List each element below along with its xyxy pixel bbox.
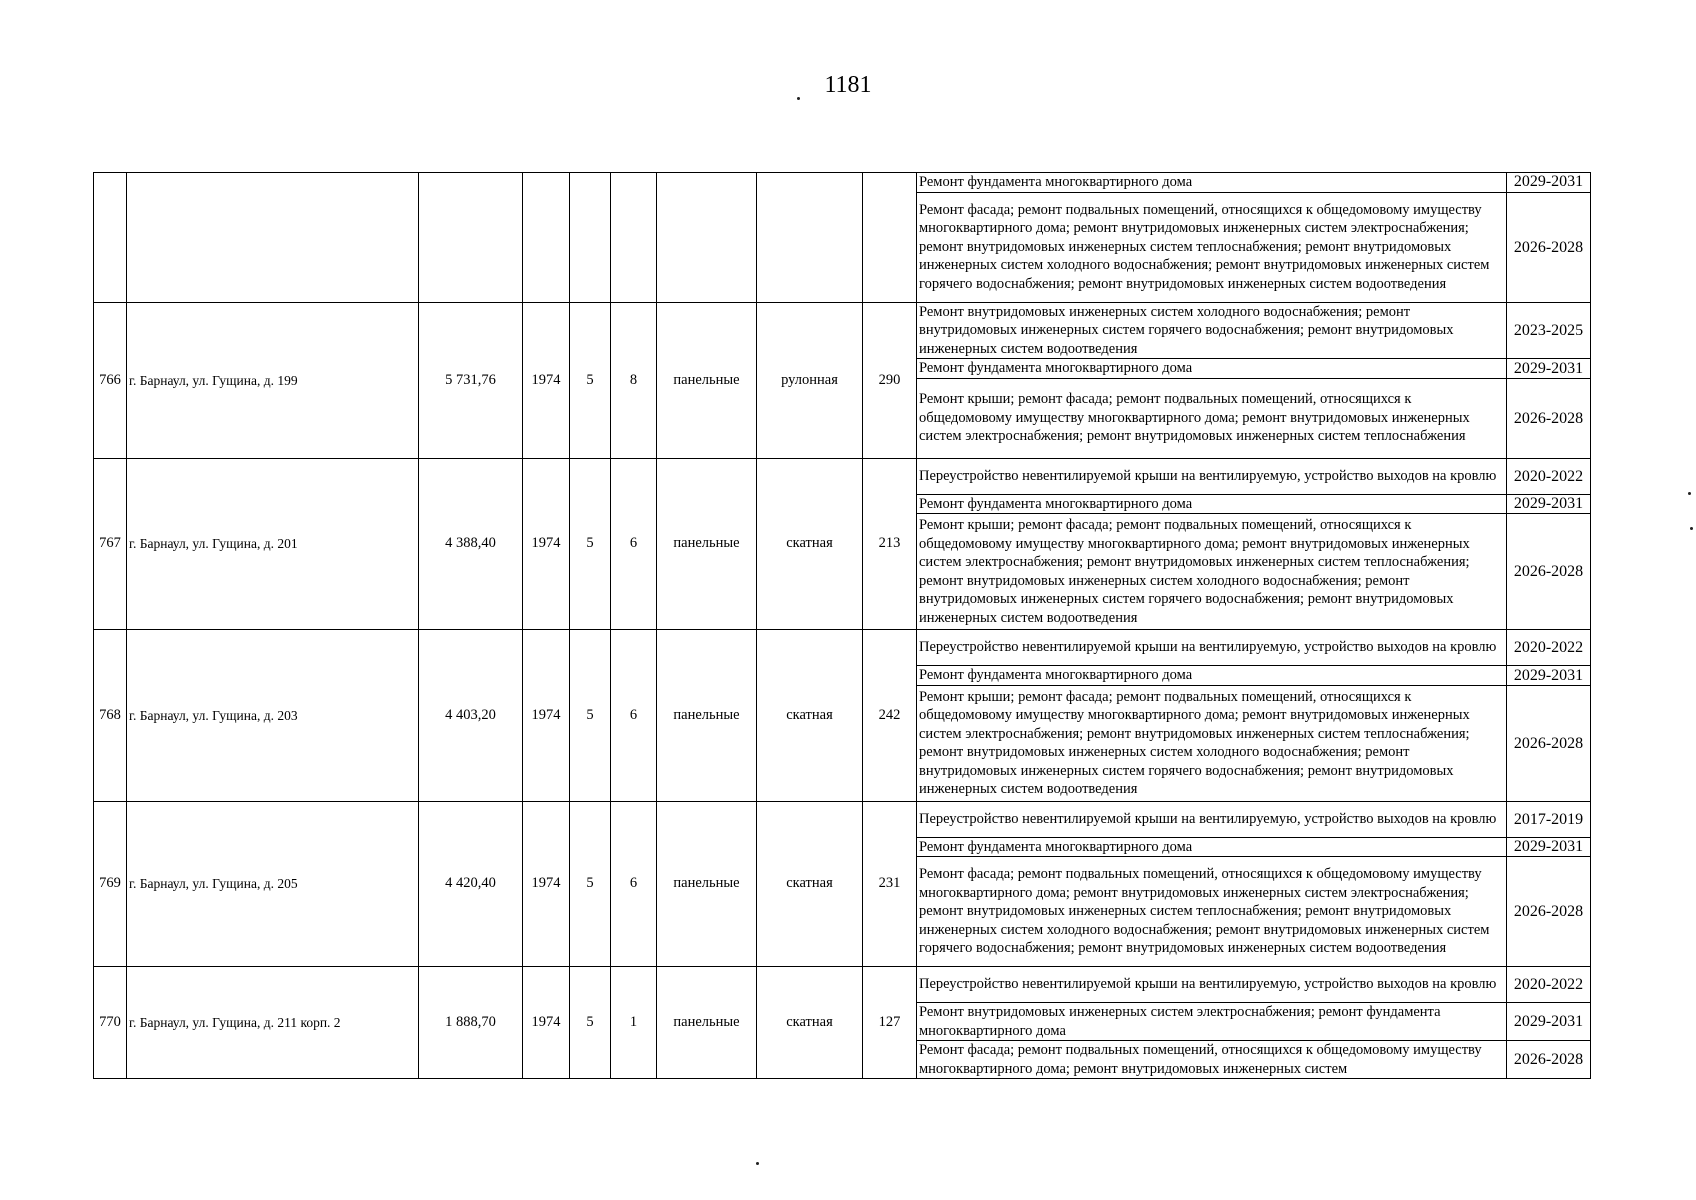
table-row	[94, 458, 1591, 494]
floor-count: 5	[570, 967, 611, 1079]
resident-count: 213	[863, 458, 917, 630]
work-period: 2029-2031	[1507, 173, 1591, 193]
wall-material: панельные	[657, 967, 757, 1079]
table-row	[94, 173, 1591, 193]
roof-type: скатная	[757, 967, 863, 1079]
house-area: 4 403,20	[419, 630, 523, 802]
house-number: 768	[94, 630, 127, 802]
house-address: г. Барнаул, ул. Гущина, д. 203	[127, 630, 419, 802]
work-description: Ремонт крыши; ремонт фасада; ремонт подвальных помещений, относящихся к общедомовому имуществу многоквартирного дома; ремонт внутридомовых инженерных систем электроснабжения; ремонт внутридомовых инженерных систем теплоснабжения; ремонт внутридомовых инженерных систем холодного водоснабжения; ремонт внутридомовых инженерных систем горячего водоснабжения; ремонт внутридомовых инженерных систем водоотведения	[917, 514, 1507, 630]
work-description: Ремонт фасада; ремонт подвальных помещений, относящихся к общедомовому имуществу многоквартирного дома; ремонт внутридомовых инженерных систем электроснабжения; ремонт внутридомовых инженерных систем теплоснабжения; ремонт внутридомовых инженерных систем холодного водоснабжения; ремонт внутридомовых инженерных систем горячего водоснабжения; ремонт внутридомовых инженерных систем водоотведения	[917, 192, 1507, 302]
table-row	[94, 302, 1591, 359]
floor-count: 5	[570, 801, 611, 967]
resident-count: 231	[863, 801, 917, 967]
empty-cell	[611, 173, 657, 303]
house-area: 5 731,76	[419, 302, 523, 458]
build-year: 1974	[523, 967, 570, 1079]
work-description: Ремонт фундамента многоквартирного дома	[917, 173, 1507, 193]
work-description: Ремонт фундамента многоквартирного дома	[917, 666, 1507, 686]
table-row	[94, 630, 1591, 666]
house-number: 766	[94, 302, 127, 458]
work-description: Ремонт фасада; ремонт подвальных помещений, относящихся к общедомовому имуществу многоквартирного дома; ремонт внутридомовых инженерных систем	[917, 1041, 1507, 1079]
work-period: 2026-2028	[1507, 685, 1591, 801]
work-period: 2029-2031	[1507, 837, 1591, 857]
house-area: 4 388,40	[419, 458, 523, 630]
wall-material: панельные	[657, 801, 757, 967]
house-address: г. Барнаул, ул. Гущина, д. 199	[127, 302, 419, 458]
empty-cell	[127, 173, 419, 303]
work-description: Ремонт внутридомовых инженерных систем холодного водоснабжения; ремонт внутридомовых инженерных систем горячего водоснабжения; ремонт внутридомовых инженерных систем водоотведения	[917, 302, 1507, 359]
work-period: 2029-2031	[1507, 666, 1591, 686]
work-description: Ремонт фундамента многоквартирного дома	[917, 494, 1507, 514]
empty-cell	[757, 173, 863, 303]
work-period: 2026-2028	[1507, 514, 1591, 630]
work-description: Ремонт фундамента многоквартирного дома	[917, 837, 1507, 857]
work-description: Ремонт фундамента многоквартирного дома	[917, 359, 1507, 379]
scan-speck	[1688, 492, 1691, 495]
work-period: 2020-2022	[1507, 458, 1591, 494]
resident-count: 290	[863, 302, 917, 458]
resident-count: 242	[863, 630, 917, 802]
table-row	[94, 967, 1591, 1003]
work-period: 2029-2031	[1507, 359, 1591, 379]
work-description: Переустройство невентилируемой крыши на вентилируемую, устройство выходов на кровлю	[917, 458, 1507, 494]
roof-type: рулонная	[757, 302, 863, 458]
floor-count: 5	[570, 630, 611, 802]
work-period: 2017-2019	[1507, 801, 1591, 837]
work-description: Переустройство невентилируемой крыши на вентилируемую, устройство выходов на кровлю	[917, 801, 1507, 837]
work-period: 2029-2031	[1507, 494, 1591, 514]
entrance-count: 6	[611, 801, 657, 967]
work-period: 2023-2025	[1507, 302, 1591, 359]
house-area: 1 888,70	[419, 967, 523, 1079]
build-year: 1974	[523, 302, 570, 458]
work-description: Ремонт крыши; ремонт фасада; ремонт подвальных помещений, относящихся к общедомовому имуществу многоквартирного дома; ремонт внутридомовых инженерных систем электроснабжения; ремонт внутридомовых инженерных систем теплоснабжения; ремонт внутридомовых инженерных систем холодного водоснабжения; ремонт внутридомовых инженерных систем горячего водоснабжения; ремонт внутридомовых инженерных систем водоотведения	[917, 685, 1507, 801]
house-address: г. Барнаул, ул. Гущина, д. 211 корп. 2	[127, 967, 419, 1079]
build-year: 1974	[523, 630, 570, 802]
wall-material: панельные	[657, 630, 757, 802]
empty-cell	[419, 173, 523, 303]
house-area: 4 420,40	[419, 801, 523, 967]
roof-type: скатная	[757, 630, 863, 802]
house-address: г. Барнаул, ул. Гущина, д. 201	[127, 458, 419, 630]
empty-cell	[523, 173, 570, 303]
entrance-count: 1	[611, 967, 657, 1079]
floor-count: 5	[570, 302, 611, 458]
table-row	[94, 801, 1591, 837]
work-period: 2026-2028	[1507, 1041, 1591, 1079]
work-description: Ремонт фасада; ремонт подвальных помещений, относящихся к общедомовому имуществу многоквартирного дома; ремонт внутридомовых инженерных систем электроснабжения; ремонт внутридомовых инженерных систем теплоснабжения; ремонт внутридомовых инженерных систем холодного водоснабжения; ремонт внутридомовых инженерных систем горячего водоснабжения; ремонт внутридомовых инженерных систем водоотведения	[917, 857, 1507, 967]
empty-cell	[570, 173, 611, 303]
work-period: 2026-2028	[1507, 857, 1591, 967]
work-description: Переустройство невентилируемой крыши на вентилируемую, устройство выходов на кровлю	[917, 967, 1507, 1003]
work-period: 2029-2031	[1507, 1003, 1591, 1041]
house-number: 770	[94, 967, 127, 1079]
work-period: 2026-2028	[1507, 192, 1591, 302]
scan-speck	[1690, 527, 1693, 530]
scan-speck	[797, 97, 800, 100]
house-number: 769	[94, 801, 127, 967]
floor-count: 5	[570, 458, 611, 630]
work-period: 2020-2022	[1507, 967, 1591, 1003]
housing-register-table	[93, 172, 1591, 1079]
work-description: Ремонт внутридомовых инженерных систем электроснабжения; ремонт фундамента многоквартирного дома	[917, 1003, 1507, 1041]
work-period: 2020-2022	[1507, 630, 1591, 666]
roof-type: скатная	[757, 801, 863, 967]
work-description: Переустройство невентилируемой крыши на вентилируемую, устройство выходов на кровлю	[917, 630, 1507, 666]
roof-type: скатная	[757, 458, 863, 630]
house-number: 767	[94, 458, 127, 630]
house-address: г. Барнаул, ул. Гущина, д. 205	[127, 801, 419, 967]
work-period: 2026-2028	[1507, 378, 1591, 458]
entrance-count: 6	[611, 458, 657, 630]
build-year: 1974	[523, 458, 570, 630]
wall-material: панельные	[657, 302, 757, 458]
empty-cell	[94, 173, 127, 303]
wall-material: панельные	[657, 458, 757, 630]
entrance-count: 8	[611, 302, 657, 458]
page-number: 1181	[824, 72, 872, 98]
build-year: 1974	[523, 801, 570, 967]
work-description: Ремонт крыши; ремонт фасада; ремонт подвальных помещений, относящихся к общедомовому имуществу многоквартирного дома; ремонт внутридомовых инженерных систем электроснабжения; ремонт внутридомовых инженерных систем теплоснабжения	[917, 378, 1507, 458]
empty-cell	[657, 173, 757, 303]
resident-count: 127	[863, 967, 917, 1079]
entrance-count: 6	[611, 630, 657, 802]
scan-speck	[756, 1162, 759, 1165]
empty-cell	[863, 173, 917, 303]
